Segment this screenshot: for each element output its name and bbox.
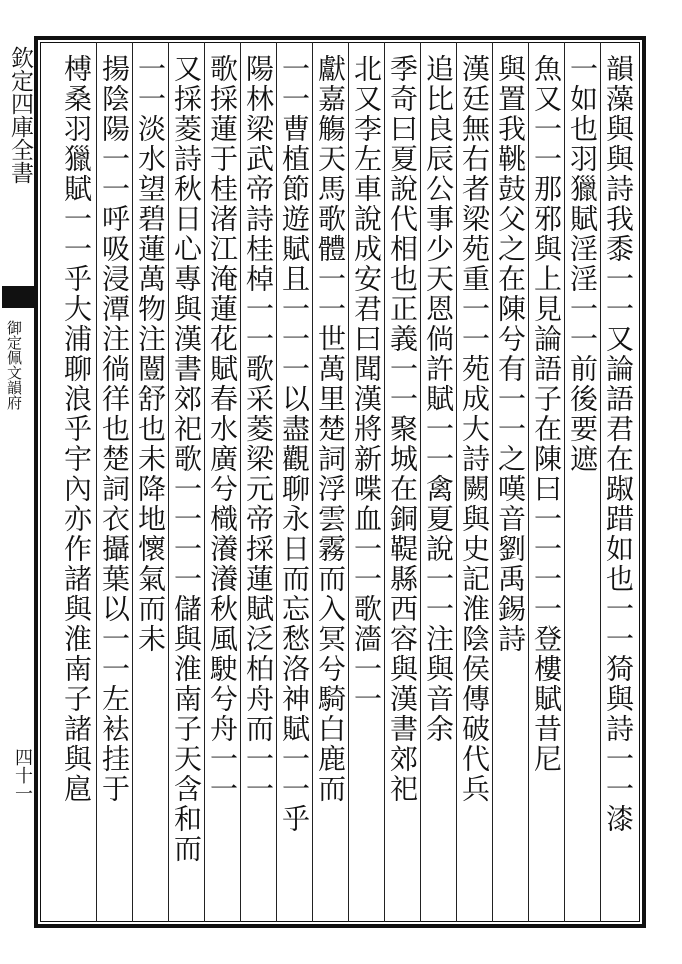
text-column: 漢廷無右者梁苑重一一苑成大詩闕與史記淮陰侯傳破代兵 <box>458 54 491 804</box>
text-column: 一一曹植節遊賦且一一一以盡觀聊永日而忘愁洛神賦一一乎 <box>278 54 311 834</box>
page-number: 四十一 <box>12 748 33 802</box>
text-column: 與置我鞉鼓父之在陳兮有一一之嘆音劉禹錫詩 <box>494 54 527 654</box>
text-column: 陽林梁武帝詩桂棹一一歌采菱梁元帝採蓮賦泛柏舟而一一 <box>242 54 275 804</box>
text-column: 一如也羽獵賦淫淫一一前後要遮 <box>566 54 599 474</box>
text-column: 北又李左車說成安君曰聞漢將新喋血一一歌濇一一 <box>350 54 383 714</box>
text-column: 榑桑羽獵賦一一乎大浦聊浪乎宇內亦作諸與淮南子諸與扈 <box>60 54 93 804</box>
text-column: 獻嘉觴天馬歌體一一世萬里楚詞浮雲霧而入冥兮騎白鹿而 <box>314 54 347 804</box>
text-column: 一一淡水望碧蓮萬物注闓舒也未降地懷氣而未 <box>134 54 167 654</box>
text-column: 歌採蓮于桂渚江淹蓮花賦春水廣兮樴瀁瀁秋風駛兮舟一一 <box>206 54 239 804</box>
text-column: 韻藻與與詩我黍一一又論語君在踧踖如也一一猗與詩一一漆 <box>602 54 635 834</box>
collection-title: 欽定四庫全書 <box>7 46 33 184</box>
text-column: 魚又一一那邪與上見論語子在陳曰一一一一登樓賦昔尼 <box>530 54 563 774</box>
book-subtitle: 御定佩文韻府 <box>5 320 23 410</box>
text-column: 追比良辰公事少天恩倘許賦一一禽夏說一一注與音余 <box>422 54 455 744</box>
margin-divider-block <box>2 286 38 308</box>
text-column: 季奇曰夏說代相也正義一一聚城在銅鞮縣西容與漢書郊祀 <box>386 54 419 804</box>
text-column: 又採菱詩秋日心專與漢書郊祀歌一一一一儲與淮南子天含和而 <box>170 54 203 864</box>
text-column: 揚陰陽一一呼吸浸潭注徜徉也楚詞衣攝葉以一一左袪挂于 <box>98 54 131 804</box>
